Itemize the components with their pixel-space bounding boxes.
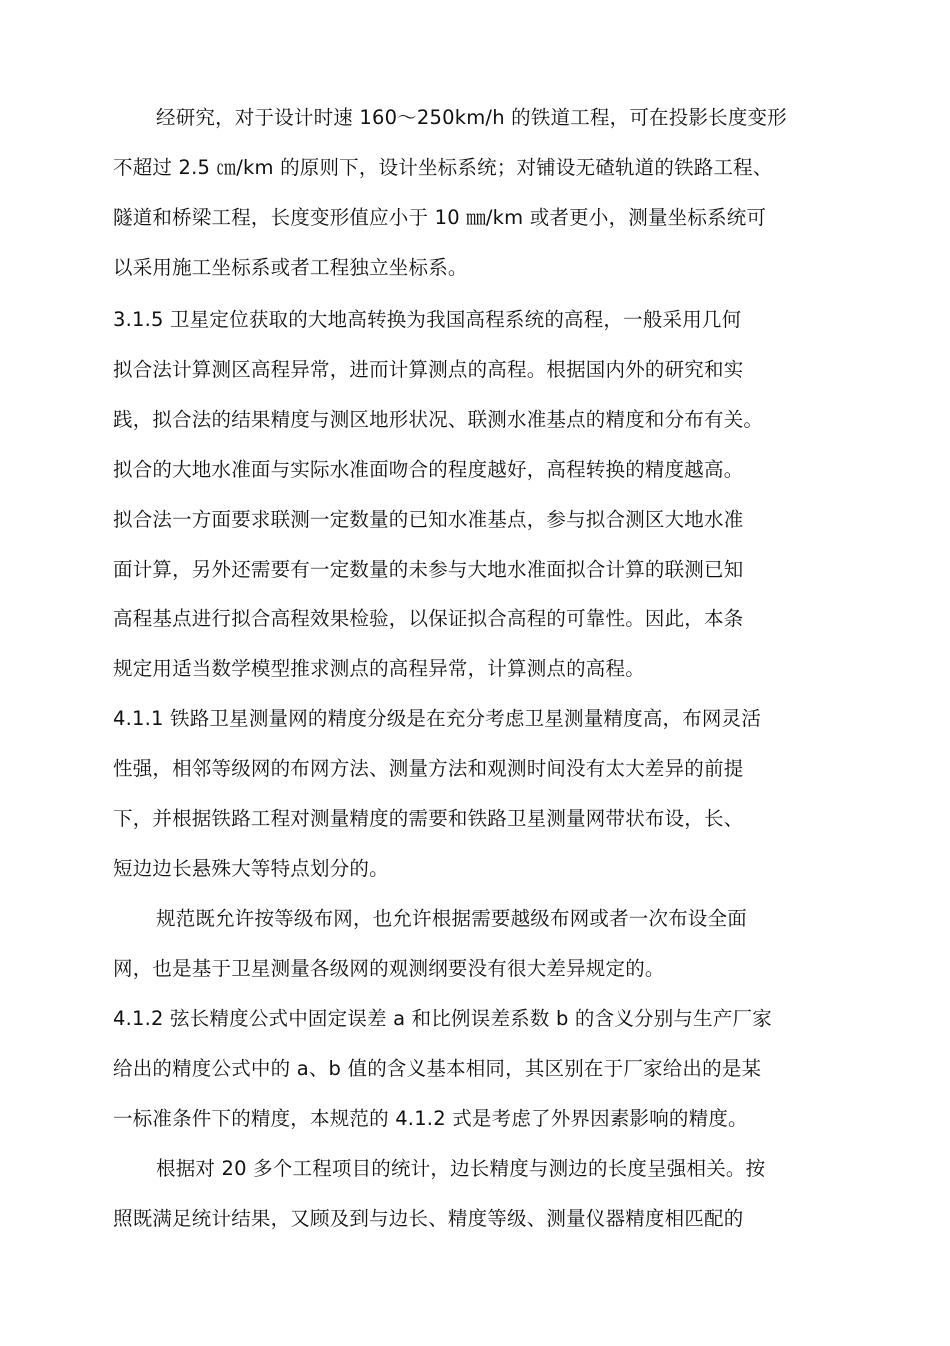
section-4-1-1-line: 4.1.1 铁路卫星测量网的精度分级是在充分考虑卫星测量精度高，布网灵活 [113,707,762,730]
section-3-1-5-line: 3.1.5 卫星定位获取的大地高转换为我国高程系统的高程，一般采用几何 [113,308,742,331]
paragraph-line: 拟合法一方面要求联测一定数量的已知水准基点，参与拟合测区大地水准 [113,508,744,531]
paragraph-line: 拟合的大地水准面与实际水准面吻合的程度越好，高程转换的精度越高。 [113,458,744,481]
paragraph-line: 以采用施工坐标系或者工程独立坐标系。 [113,256,468,279]
paragraph-line: 根据对 20 多个工程项目的统计，边长精度与测边的长度呈强相关。按 [156,1157,766,1180]
paragraph-line: 给出的精度公式中的 a、b 值的含义基本相同，其区别在于厂家给出的是某 [113,1057,762,1080]
paragraph-line: 高程基点进行拟合高程效果检验，以保证拟合高程的可靠性。因此，本条 [113,607,744,630]
paragraph-line: 一标准条件下的精度，本规范的 4.1.2 式是考虑了外界因素影响的精度。 [113,1107,748,1130]
paragraph-line: 隧道和桥梁工程，长度变形值应小于 10 ㎜/km 或者更小，测量坐标系统可 [113,206,767,229]
paragraph-line: 经研究，对于设计时速 160～250km/h 的铁道工程，可在投影长度变形 [156,106,787,129]
paragraph-line: 下，并根据铁路工程对测量精度的需要和铁路卫星测量网带状布设，长、 [113,807,744,830]
paragraph-line: 照既满足统计结果，又顾及到与边长、精度等级、测量仪器精度相匹配的 [113,1207,744,1230]
paragraph-line: 面计算，另外还需要有一定数量的未参与大地水准面拟合计算的联测已知 [113,558,744,581]
paragraph-line: 拟合法计算测区高程异常，进而计算测点的高程。根据国内外的研究和实 [113,358,744,381]
paragraph-line: 规定用适当数学模型推求测点的高程异常，计算测点的高程。 [113,657,645,680]
section-4-1-2-line: 4.1.2 弦长精度公式中固定误差 a 和比例误差系数 b 的含义分别与生产厂家 [113,1007,772,1030]
paragraph-line: 短边边长悬殊大等特点划分的。 [113,857,389,880]
paragraph-line: 规范既允许按等级布网，也允许根据需要越级布网或者一次布设全面 [156,907,748,930]
paragraph-line: 践，拟合法的结果精度与测区地形状况、联测水准基点的精度和分布有关。 [113,408,764,431]
paragraph-line: 网，也是基于卫星测量各级网的观测纲要没有很大差异规定的。 [113,957,665,980]
paragraph-line: 性强，相邻等级网的布网方法、测量方法和观测时间没有太大差异的前提 [113,757,744,780]
paragraph-line: 不超过 2.5 ㎝/km 的原则下，设计坐标系统；对铺设无碴轨道的铁路工程、 [113,156,773,179]
